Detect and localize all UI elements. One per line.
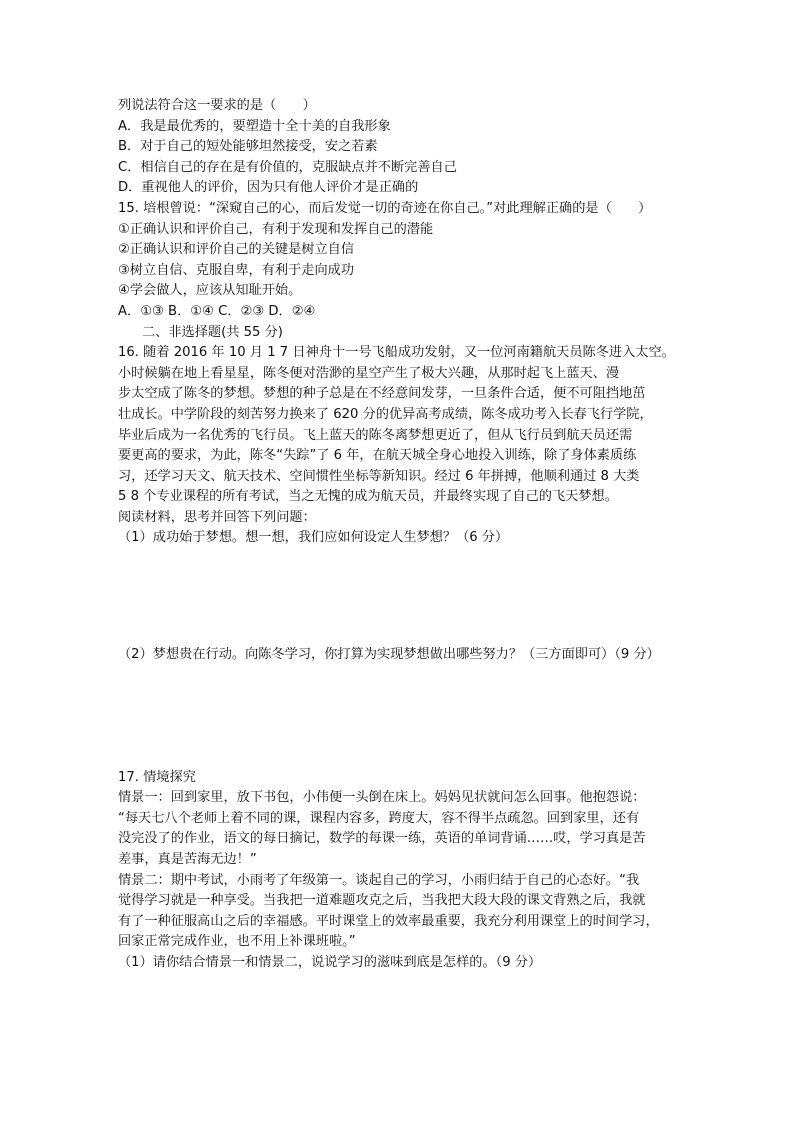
q16-line-6: 要更高的要求，为此，陈冬“失踪”了 6 年，在航天城全身心地投入训练，除了身体素质练 [118, 448, 637, 464]
q17-line-3: 没完没了的作业，语文的每日摘记，数学的每课一练，英语的单词背诵……哎，学习真是苦 [118, 831, 646, 847]
q14-option-b: B．对于自己的短处能够坦然接受，安之若素 [118, 139, 378, 155]
q17-line-7: 有了一种征服高山之后的幸福感。平时课堂上的效率最重要，我充分利用课堂上的时间学习， [118, 913, 659, 929]
q16-line-2: 小时候躺在地上看星星，陈冬便对浩渺的星空产生了极大兴趣，从那时起飞上蓝天、漫 [118, 365, 620, 381]
q16-line-1: 16. 随着 2016 年 10 月 1 7 日神舟十一号飞船成功发射，又一位河南籍航天员陈冬进入太空。 [118, 345, 675, 361]
q15-item-3: ③树立自信、克服自卑，有利于走向成功 [118, 262, 355, 278]
q15-item-4: ④学会做人，应该从知耻开始。 [118, 283, 302, 299]
q16-line-5: 毕业后成为一名优秀的飞行员。飞上蓝天的陈冬离梦想更近了，但从飞行员到航天员还需 [118, 427, 633, 443]
q17-line-4: 差事，真是苦海无边！” [118, 852, 257, 868]
exam-page [118, 96, 688, 974]
q17-line-5: 情景二：期中考试，小雨考了年级第一。谈起自己的学习，小雨归结于自己的心态好。“我 [118, 872, 640, 888]
q15-item-1: ①正确认识和评价自己，有利于发现和发挥自己的潜能 [118, 221, 434, 237]
q14-option-d: D．重视他人的评价，因为只有他人评价才是正确的 [118, 180, 419, 196]
q17-subquestion-1: （1）请你结合情景一和情景二，说说学习的滋味到底是怎样的。（9 分） [118, 955, 542, 970]
q16-line-8: 5 8 个专业课程的所有考试，当之无愧的成为航天员，并最终实现了自己的飞天梦想。 [118, 489, 618, 505]
q16-line-3: 步太空成了陈冬的梦想。梦想的种子总是在不经意间发芽，一旦条件合适，便不可阻挡地茁 [118, 386, 646, 402]
q17-line-6: 觉得学习就是一种享受。当我把一道难题攻克之后，当我把大段大段的课文背熟之后，我就 [118, 893, 646, 909]
q17-line-1: 情景一：回到家里，放下书包，小伟便一头倒在床上。妈妈见状就问怎么回事。他抱怨说： [118, 790, 646, 806]
q14-option-c: C．相信自己的存在是有价值的，克服缺点并不断完善自己 [118, 159, 457, 175]
q16-subquestion-1: （1）成功始于梦想。想一想，我们应如何设定人生梦想？（6 分） [118, 530, 509, 546]
answer-space-q16-2 [118, 666, 688, 768]
section-heading: 二、非选择题(共 55 分) [142, 324, 283, 340]
q17-line-8: 回家正常完成作业，也不用上补课班啦。” [118, 934, 356, 950]
answer-space-q16-1 [118, 549, 688, 645]
q16-instruction: 阅读材料，思考并回答下列问题： [118, 509, 316, 525]
q16-line-4: 壮成长。中学阶段的刻苦努力换来了 620 分的优异高考成绩，陈冬成功考入长春飞行学院， [118, 406, 653, 422]
q17-line-2: “每天七八个老师上着不同的课，课程内容多，跨度大，容不得半点疏忽。回到家里，还有 [118, 810, 640, 826]
q15-choices: A．①③ B．①④ C．②③ D．②④ [118, 303, 316, 319]
q15-stem: 15. 培根曾说：“深窥自己的心，而后发觉一切的奇迹在你自己。”对此理解正确的是（ ） [118, 200, 652, 216]
q16-line-7: 习，还学习天文、航天技术、空间惯性坐标等新知识。经过 6 年拼搏，他顺利通过 8 大类 [118, 468, 640, 484]
q14-option-a: A．我是最优秀的，要塑造十全十美的自我形象 [118, 118, 391, 134]
q14-stem-tail: 列说法符合这一要求的是（ ） [118, 98, 316, 113]
q17-title: 17. 情境探究 [118, 769, 196, 785]
q16-subquestion-2: （2）梦想贵在行动。向陈冬学习，你打算为实现梦想做出哪些努力？（三方面即可）（9 分） [118, 647, 660, 663]
q15-item-2: ②正确认识和评价自己的关键是树立自信 [118, 242, 355, 258]
